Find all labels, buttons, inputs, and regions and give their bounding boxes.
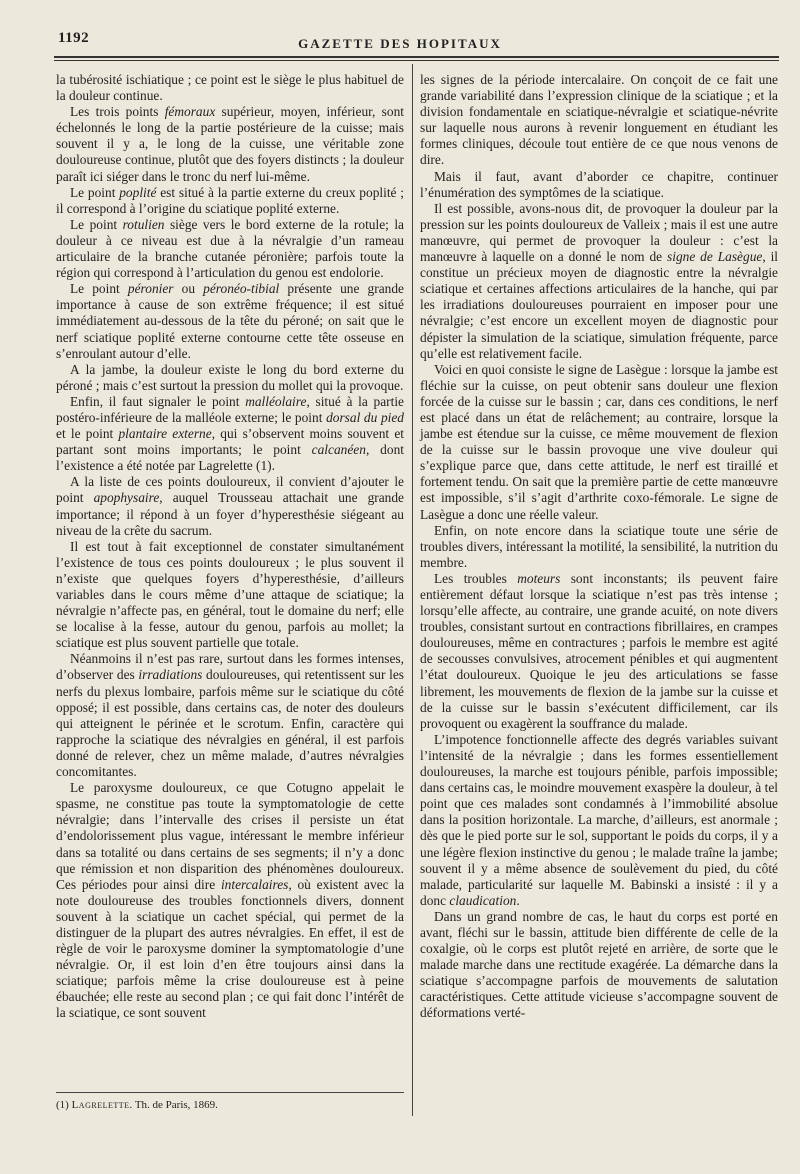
paragraph: A la jambe, la douleur existe le long du bord externe du péroné ; mais c’est surtout la pression du mollet qui la provoque. [56, 361, 404, 393]
paragraph: Les troubles moteurs sont inconstants; ils peuvent faire entièrement défaut lorsque la sciatique n’est pas très intense ; lorsqu’elle affecte, au contraire, une grande acuité, on note divers troubles, consistant surtout en contractions fibrillaires, en crampes douloureuses, même en contractures ; parfois le membre est agité de secousses convulsives, atrocement pénibles et qui augmentent l’état douloureux. Quoique le jeu des articulations se fasse librement, les mouvements de flexion de la jambe sur la cuisse et de la cuisse sur le bassin s’exécutent difficilement, car ils provoquent ou exagèrent la souffrance du malade. [420, 570, 779, 731]
footnote: (1) Lagrelette. Th. de Paris, 1869. [56, 1099, 218, 1111]
paragraph: Dans un grand nombre de cas, le haut du corps est porté en avant, fléchi sur le bassin, attitude bien différente de celle de la coxalgie, où le corps est plutôt rejeté en arrière, de sorte que le malade marche dans une rectitude exagérée. La démarche dans la sciatique s’accompagne parfois de mouvements de salutation caractéristiques. Cette attitude vicieuse s’accompagne souvent de déformations verté- [420, 908, 778, 1021]
column-divider [412, 64, 413, 1116]
paragraph: Enfin, il faut signaler le point malléolaire, situé à la partie postéro-inférieure de la malléole externe; le point dorsal du pied et le point plantaire externe, qui s’observent moins souvent et partant sont moins importants; le point calcanéen, dont l’existence a été notée par Lagrelette (1). [56, 393, 404, 474]
paragraph: les signes de la période intercalaire. On conçoit de ce fait une grande variabilité dans l’expression clinique de la sciatique ; et la division fondamentale en sciatique-névralgie et sciatique-névrite sur laquelle nous aurons à revenir longuement en étudiant les formes cliniques, découle tout entière de ce que nous venons de dire. [420, 72, 778, 168]
paragraph: la tubérosité ischiatique ; ce point est le siège le plus habituel de la douleur continue. [56, 72, 404, 104]
paragraph: Le point rotulien siège vers le bord externe de la rotule; la douleur à ce niveau est due à la névralgie d’un rameau articulaire de la branche cutanée péronière; parfois toute la région qui correspond à l’articulation du genou est endolorie. [56, 216, 404, 281]
paragraph: A la liste de ces points douloureux, il convient d’ajouter le point apophysaire, auquel Trousseau attachait une grande importance; il répond à un foyer d’hyperesthésie siégeant au niveau de la crête du sacrum. [56, 474, 405, 538]
paragraph: Il est tout à fait exceptionnel de constater simultanément l’existence de tous ces points douloureux ; le plus souvent il n’existe que quelques foyers d’hyperesthésie, d’ailleurs variables dans le cours même d’une attaque de sciatique; la névralgie n’affecte pas, en général, tout le domaine du nerf; elle se localise à la fesse, autour du genou, parfois au mollet; la sciatique est plus souvent partielle que totale. [56, 538, 404, 651]
footnote-rule [56, 1092, 404, 1093]
paragraph: Il est possible, avons-nous dit, de provoquer la douleur par la pression sur les points douloureux de Valleix ; mais il est une autre manœuvre, qui permet de provoquer la douleur : c’est la manœuvre à laquelle on a donné le nom de signe de Lasègue, il constitue un précieux moyen de diagnostic entre la névralgie sciatique et certaines affections articulaires de la hanche, qui par les irradiations douloureuses pourraient en imposer pour une névralgie; c’est encore un excellent moyen de diagnostic pour dépister la simulation de la sciatique, simulation fréquente, parce qu’elle est relativement facile. [420, 200, 779, 361]
header-rule-thin [54, 60, 779, 61]
right-column [420, 72, 778, 1022]
paragraph: L’impotence fonctionnelle affecte des degrés variables suivant l’intensité de la névralgie ; dans les formes essentiellement douloureuses, la marche est toujours pénible, parfois impossible; dans certains cas, le moindre mouvement exaspère la douleur, à tel point que ces malades sont condamnés à l’immobilité absolue dans la position horizontale. La marche, d’ailleurs, est anormale ; dès que le pied porte sur le sol, supportant le poids du corps, il y a une légère flexion instinctive du genou ; le malade traîne la jambe; souvent il y a même absence de soulèvement du pied, du côté malade, particularité sur laquelle M. Babinski a insisté : il y a donc claudication. [420, 731, 778, 908]
paragraph: Voici en quoi consiste le signe de Lasègue : lorsque la jambe est fléchie sur la cuisse, on peut obtenir sans douleur une flexion forcée de la cuisse sur le bassin ; car, dans ces conditions, le nerf est placé dans un état de relâchement; au contraire, lorsque la jambe est étendue sur la cuisse, ce même mouvement de flexion de la cuisse sur le bassin provoque une vive douleur qui s’explique parce que, dans cette attitude, le nerf est tiraillé et fortement tendu. On sait que la première partie de cette manœuvre est impossible, s’il s’agit d’arthrite coxo-fémorale. Le signe de Lasègue a donc une réelle valeur. [420, 361, 778, 522]
paragraph: Le point péronier ou péronéo-tibial présente une grande importance à cause de son extrême fréquence; il est situé immédiatement au-dessous de la tête du péroné; on sait que le nerf sciatique poplité externe contourne cette tête osseuse en s’enroulant autour d’elle. [56, 281, 404, 361]
page-number: 1192 [58, 30, 90, 46]
running-head: GAZETTE DES HOPITAUX [298, 36, 502, 51]
header-rule [54, 56, 779, 58]
paragraph: Néanmoins il n’est pas rare, surtout dans les formes intenses, d’observer des irradiations douloureuses, qui retentissent sur les nerfs du plexus lombaire, parfois même sur le sciatique du côté opposé; il est possible, dans certains cas, de noter des douleurs qui atteignent le périnée et le scrotum. Enfin, caractère qui rapproche la sciatique des névralgies en général, il est parfois donné de relever, chez un même malade, d’autres névralgies concomitantes. [56, 651, 404, 780]
left-column [56, 72, 404, 1022]
paragraph: Le point poplité est situé à la partie externe du creux poplité ; il correspond à l’origine du sciatique poplité externe. [56, 184, 404, 216]
paragraph: Mais il faut, avant d’aborder ce chapitre, continuer l’énumération des symptômes de la sciatique. [420, 168, 778, 200]
paragraph: Le paroxysme douloureux, ce que Cotugno appelait le spasme, ne constitue pas toute la symptomatologie de cette névralgie; dans l’intervalle des crises il persiste un état d’endolorissement plus vague, intéressant le membre inférieur dans sa totalité ou dans certains de ses segments; il n’y a donc que rémission et non disparition des phénomènes douloureux. Ces périodes pour ainsi dire intercalaires, où existent avec la note douloureuse des troubles fonctionnels divers, donnent souvent à la sciatique un cachet spécial, qui permet de la distinguer de la plupart des autres névralgies. En effet, il est de règle de voir le paroxysme dominer la symptomatologie d’une névralgie. Or, il est loin d’en être toujours ainsi dans la sciatique; parfois même la crise douloureuse est à peine ébauchée; elle reste au second plan ; ce qui fait donc l’intérêt de la sciatique, ce sont souvent [56, 780, 405, 1021]
paragraph: Enfin, on note encore dans la sciatique toute une série de troubles divers, intéressant la motilité, la sensibilité, la nutrition du membre. [420, 522, 778, 570]
paragraph: Les trois points fémoraux supérieur, moyen, inférieur, sont échelonnés le long de la partie postérieure de la cuisse; mais souvent il y a, le long de la cuisse, une véritable zone douloureuse continue, plutôt que des foyers distincts ; la douleur paraît ici siéger dans le tronc du nerf lui-même. [56, 104, 404, 184]
